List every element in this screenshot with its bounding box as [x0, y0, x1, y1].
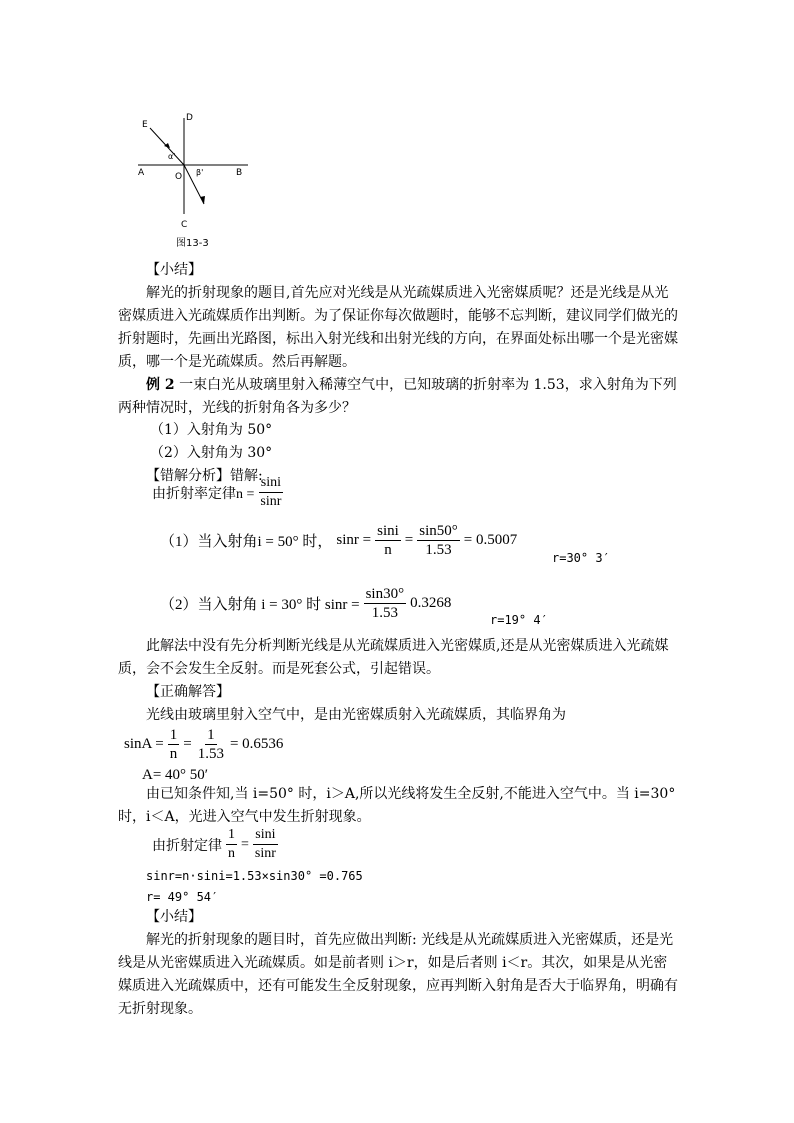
wrong-law-prefix: 由折射率定律n =	[152, 486, 255, 502]
condition-line-2: 时，i＜A，光进入空气中发生折射现象。	[118, 809, 371, 825]
refracted-arrow-icon	[200, 196, 205, 204]
wrong-case1-f1-num: sini	[377, 523, 399, 539]
wrong-case1-prefix: （1）当入射角i = 50° 时，	[160, 534, 333, 550]
example2-lead: 例 2	[146, 377, 175, 393]
analysis-line-1: 此解法中没有先分析判断光线是从光疏媒质进入光密媒质,还是从光密媒质进入光疏媒	[146, 638, 669, 654]
critical-f2-den: 1.53	[197, 746, 224, 762]
correct-heading: 【正确解答】	[146, 684, 230, 700]
summary2-line-3: 媒质进入光疏媒质中，还有可能发生全反射现象，应再判断入射角是否大于临界角，明确有	[118, 978, 678, 994]
wrong-case1-f2-den: 1.53	[425, 542, 452, 558]
critical-f2-num: 1	[207, 727, 215, 743]
refraction-law-fraction-2	[253, 826, 278, 863]
critical-sina: sinA =	[124, 736, 164, 752]
refraction-law-f2-den: sinr	[254, 846, 276, 861]
summary1-line-3: 折射题时，先画出光路图，标出入射光线和出射光线的方向，在界面处标出哪一个是光密媒	[118, 331, 678, 347]
critical-fraction-1	[168, 726, 180, 763]
example2-text-1: 一束白光从玻璃里射入稀薄空气中，已知玻璃的折射率为 1.53，求入射角为下列	[179, 377, 677, 393]
correct-line-1: 光线由玻璃里射入空气中，是由光密媒质射入光疏媒质，其临界角为	[146, 707, 566, 723]
label-d: D	[186, 113, 193, 123]
wrong-case2-f-num: sin30°	[365, 586, 405, 602]
example2-line-2: 两种情况时，光线的折射角各为多少？	[118, 400, 356, 416]
wrong-case1-sinr: sinr =	[336, 532, 372, 548]
summary1-line-2: 密媒质进入光疏媒质作出判断。为了保证你每次做题时，能够不忘判断，建议同学们做光的	[118, 308, 678, 324]
refraction-law-prefix: 由折射定律	[152, 838, 222, 854]
wrong-case1-f2-num: sin50°	[419, 523, 458, 539]
wrong-law-num: sini	[259, 474, 283, 493]
summary1-line-4: 质，哪一个是光疏媒质。然后再解题。	[118, 354, 356, 370]
label-a: A	[138, 168, 145, 178]
summary1-heading: 【小结】	[146, 262, 202, 278]
refraction-law-f1-num: 1	[226, 826, 237, 845]
refraction-law-f2-num: sini	[253, 826, 277, 845]
condition-line-1: 由已知条件知,当 i=50° 时，i＞A,所以光线将发生全反射,不能进入空气中。当 i=30°	[146, 786, 676, 802]
critical-angle-value: A= 40° 50′	[142, 767, 209, 783]
summary2-line-2: 线是从光密媒质进入光疏媒质。如是前者则 i＞r，如是后者则 i＜r。其次，如果是从光密	[118, 955, 668, 971]
calc-line-2: r= 49° 54′	[146, 890, 219, 904]
summary1-line-1: 解光的折射现象的题目,首先应对光线是从光疏媒质进入光密媒质呢？还是光线是从光	[146, 285, 669, 301]
wrong-analysis-heading: 【错解分析】错解:	[146, 468, 263, 484]
critical-angle-formula	[122, 726, 285, 763]
wrong-case2-fraction	[364, 585, 407, 622]
wrong-case2-f-den: 1.53	[371, 605, 398, 621]
calc-line-1: sinr=n·sini=1.53×sin30° =0.765	[146, 869, 363, 883]
critical-eq: =	[183, 736, 192, 752]
figure-caption: 图13-3	[176, 238, 209, 249]
summary2-heading: 【小结】	[146, 909, 202, 925]
analysis-line-2: 质，会不会发生全反射。而是死套公式，引起错误。	[118, 661, 440, 677]
label-o: O	[175, 172, 183, 182]
wrong-case1-f1-den: n	[384, 542, 392, 558]
wrong-case2-r: r=19° 4′	[490, 613, 548, 627]
summary2-line-4: 无折射现象。	[118, 1001, 202, 1017]
wrong-case1-formula	[158, 522, 519, 559]
critical-fraction-2	[196, 726, 226, 763]
label-b: B	[236, 168, 243, 178]
wrong-law-den: sinr	[260, 494, 282, 509]
wrong-case1-fraction-2	[417, 522, 460, 559]
critical-result: = 0.6536	[229, 736, 284, 752]
refraction-diagram	[130, 108, 260, 258]
wrong-case2-prefix: （2）当入射角 i = 30° 时 sinr =	[160, 597, 360, 613]
refraction-law-formula	[150, 826, 280, 863]
critical-f1-den: n	[169, 746, 178, 762]
label-alpha: α'	[168, 152, 176, 161]
example2-case-2: （2）入射角为 30°	[150, 445, 273, 461]
refraction-law-f1-den: n	[228, 846, 235, 861]
wrong-case1-r: r=30° 3′	[552, 551, 610, 565]
wrong-law-formula	[150, 474, 285, 511]
wrong-case1-eq: =	[404, 532, 414, 548]
label-c: C	[181, 220, 188, 230]
label-beta: β'	[196, 168, 204, 177]
example2-case-1: （1）入射角为 50°	[150, 422, 273, 438]
refraction-law-eq: =	[241, 836, 249, 852]
wrong-case1-result: = 0.5007	[463, 532, 518, 548]
wrong-case2-formula	[158, 585, 453, 622]
wrong-law-fraction	[258, 474, 283, 511]
summary2-line-1: 解光的折射现象的题目时，首先应做出判断: 光线是从光疏媒质进入光密媒质，还是光	[146, 932, 674, 948]
wrong-case1-fraction-1	[375, 522, 401, 559]
example2-line-1	[146, 377, 677, 393]
refraction-law-fraction-1	[226, 826, 237, 863]
label-e: E	[142, 120, 148, 130]
critical-f1-num: 1	[169, 727, 178, 743]
wrong-case2-result: 0.3268	[410, 595, 452, 611]
